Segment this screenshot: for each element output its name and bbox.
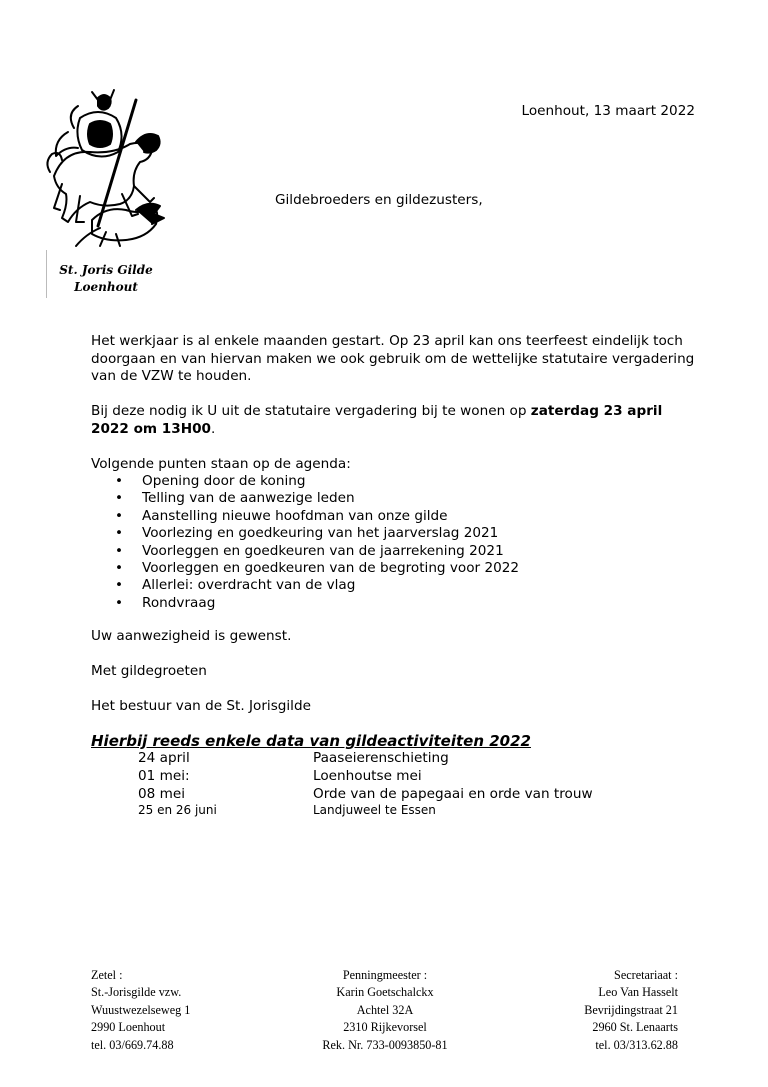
bullet-icon: • [115,594,124,611]
guild-name-line2: Loenhout [74,280,138,294]
footer-secretariat [584,967,678,1054]
footer-line: Achtel 32A [356,1002,414,1017]
intro-paragraph: Het werkjaar is al enkele maanden gestart. Op 23 april kan ons teerfeest eindelijk toch doorgaan en van hiervan maken we ook gebruik om de wettelijke statutaire vergadering van de VZW te houden. [91,333,695,384]
closing-greeting: Met gildegroeten [91,663,207,679]
footer-line: Rek. Nr. 733-0093850-81 [322,1037,448,1052]
footer-line: Wuustwezelseweg 1 [91,1002,191,1017]
letter-date: Loenhout, 13 maart 2022 [521,103,695,119]
footer-line: Bevrijdingstraat 21 [584,1002,678,1017]
signature-line: Het bestuur van de St. Jorisgilde [91,698,311,714]
agenda-item [112,560,519,577]
agenda-item-text: Voorleggen en goedkeuren van de jaarrekening 2021 [142,542,504,559]
bullet-icon: • [115,560,124,577]
salutation: Gildebroeders en gildezusters, [275,192,483,208]
invitation-text: Bij deze nodig ik U uit de statutaire vergadering bij te wonen op [91,403,531,419]
activity-desc: Landjuweel te Essen [313,803,436,817]
footer-line: St.-Jorisgilde vzw. [91,985,182,1000]
bullet-icon: • [115,525,124,542]
footer-line: Zetel : [91,968,123,982]
bullet-icon: • [115,577,124,594]
agenda-item-text: Aanstelling nieuwe hoofdman van onze gilde [142,507,448,524]
activity-date: 08 mei [138,786,186,802]
activity-date: 01 mei: [138,768,190,784]
activity-desc: Loenhoutse mei [313,768,422,784]
footer-line: Karin Goetschalckx [336,985,434,1000]
agenda-list [112,473,519,612]
footer-line: 2960 St. Lenaarts [592,1020,678,1035]
activity-date: 25 en 26 juni [138,803,217,817]
agenda-item [112,595,519,612]
agenda-intro: Volgende punten staan op de agenda: [91,456,351,472]
guild-name [40,262,172,296]
agenda-item-text: Allerlei: overdracht van de vlag [142,577,356,594]
activity-desc: Paaseierenschieting [313,750,449,766]
presence-note: Uw aanwezigheid is gewenst. [91,628,292,644]
meeting-datetime: zaterdag 23 april 2022 om 13H00 [91,403,663,437]
agenda-item [112,473,519,490]
footer-line: tel. 03/313.62.88 [595,1037,678,1052]
activity-desc: Orde van de papegaai en orde van trouw [313,786,593,802]
footer-line: tel. 03/669.74.88 [91,1037,174,1052]
invitation-suffix: . [211,420,216,437]
agenda-item [112,577,519,594]
bullet-icon: • [115,542,124,559]
footer-line: 2310 Rijkevorsel [343,1020,427,1035]
guild-name-line1: St. Joris Gilde [59,263,153,277]
activity-date: 24 april [138,750,190,766]
bullet-icon: • [115,507,124,524]
bullet-icon: • [115,490,124,507]
agenda-item-text: Opening door de koning [142,473,306,489]
agenda-item-text: Telling van de aanwezige leden [142,490,355,507]
footer-seat [91,967,190,1054]
bullet-icon: • [115,473,124,489]
agenda-item [112,543,519,560]
agenda-item-text: Voorlezing en goedkeuring van het jaarverslag 2021 [142,525,499,542]
agenda-item-text: Voorleggen en goedkeuren van de begroting voor 2022 [142,560,520,577]
invitation-paragraph [91,403,701,438]
guild-logo-icon [40,88,172,250]
footer-line: Secretariaat : [614,968,678,982]
footer-line: Penningmeester : [342,968,428,982]
footer-line: Leo Van Hasselt [598,985,678,1000]
agenda-item [112,508,519,525]
agenda-item [112,525,519,542]
footer-line: 2990 Loenhout [91,1020,166,1035]
activities-title: Hierbij reeds enkele data van gildeactiviteiten 2022 [91,732,531,750]
agenda-item-text: Rondvraag [142,594,216,611]
footer-treasurer [300,967,470,1054]
agenda-item [112,490,519,507]
